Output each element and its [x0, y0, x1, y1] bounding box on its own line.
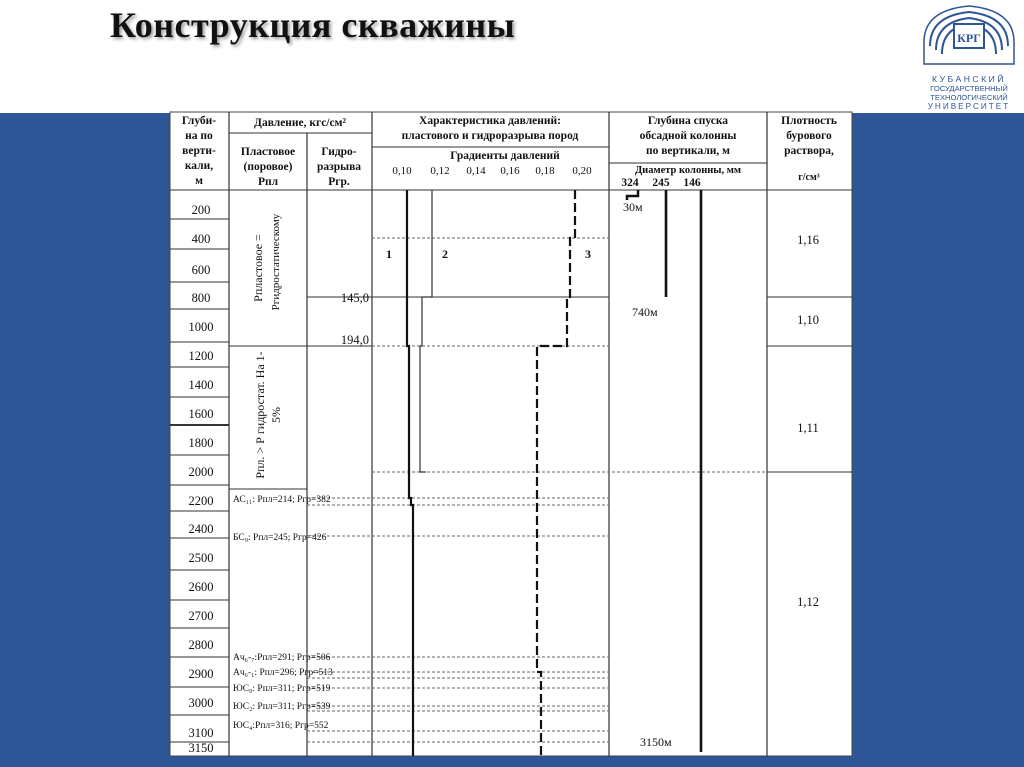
depth-2200: 2200 [188, 494, 214, 508]
hdr-casing-1: Глубина спуска [647, 115, 729, 127]
depth-1800: 1800 [188, 436, 214, 450]
hdr-density-3: раствора, [784, 145, 834, 157]
formation-as11: АС₁₁: Рпл=214; Ргр=382 [233, 495, 331, 505]
frac-194: 194,0 [340, 333, 369, 347]
hdr-casing-3: по вертикали, м [645, 145, 731, 157]
hdr-depth-3: верти- [182, 145, 216, 157]
frac-145: 145,0 [340, 291, 369, 305]
zone1-note-2: Ргидростатическому [270, 213, 282, 311]
zone1-note-1: Рпластовое = [251, 234, 265, 302]
casing-depth-740: 740м [632, 305, 658, 319]
slide-title: Конструкция скважины [110, 5, 516, 45]
curve-label-1: 1 [386, 247, 392, 261]
depth-2600: 2600 [188, 580, 214, 594]
hdr-diam-245: 245 [652, 177, 670, 189]
depth-3100: 3100 [188, 726, 214, 740]
formation-us2: ЮС₂: Рпл=311; Ргр=539 [233, 702, 331, 712]
depth-2900: 2900 [188, 667, 214, 681]
depth-2700: 2700 [188, 609, 214, 623]
hdr-pressure: Давление, кгс/см² [254, 117, 346, 129]
tick-1: 0,12 [430, 165, 450, 177]
depth-2800: 2800 [188, 638, 214, 652]
depth-400: 400 [191, 232, 211, 246]
hdr-pore-2: (поровое) [243, 161, 293, 173]
logo-line-3: ТЕХНОЛОГИЧЕСКИЙ [930, 93, 1008, 102]
tick-3: 0,16 [500, 165, 520, 177]
depth-1600: 1600 [188, 407, 214, 421]
density-1-12: 1,12 [797, 595, 819, 609]
curve-label-3: 3 [585, 247, 591, 261]
hdr-diam-146: 146 [683, 177, 701, 189]
tick-0: 0,10 [392, 165, 412, 177]
hdr-density-1: Плотность [781, 115, 837, 127]
hdr-diameter: Диаметр колонны, мм [634, 165, 742, 176]
depth-3000: 3000 [188, 696, 214, 710]
depth-2500: 2500 [188, 551, 214, 565]
hdr-gradients: Градиенты давлений [450, 150, 560, 162]
hdr-depth-2: на по [185, 130, 213, 142]
logo-line-1: КУБАНСКИЙ [931, 74, 1007, 84]
curve-label-2: 2 [442, 247, 448, 261]
density-1-16: 1,16 [797, 233, 819, 247]
hdr-casing-2: обсадной колонны [639, 130, 737, 142]
hdr-char-2: пластового и гидроразрыва пород [401, 130, 579, 142]
depth-2400: 2400 [188, 522, 214, 536]
hdr-depth-1: Глуби- [181, 115, 217, 127]
hdr-char-1: Характеристика давлений: [419, 115, 561, 127]
formation-ach67: Ач₆-₇:Рпл=291; Ргр=506 [233, 653, 331, 663]
hdr-frac-2: разрыва [316, 161, 362, 173]
depth-600: 600 [191, 263, 211, 277]
hdr-diam-324: 324 [621, 177, 639, 189]
tick-5: 0,20 [572, 165, 592, 177]
density-1-11: 1,11 [797, 421, 819, 435]
logo-line-2: ГОСУДАРСТВЕННЫЙ [930, 84, 1008, 93]
depth-200: 200 [191, 203, 211, 217]
depth-2000: 2000 [188, 465, 214, 479]
formation-us4: ЮС₄:Рпл=316; Ргр=552 [233, 721, 329, 731]
zone2-note-1: Рпл. > Р гидростат. На 1- [253, 351, 267, 479]
depth-1200: 1200 [188, 349, 214, 363]
hdr-pore-3: Рпл [257, 176, 279, 188]
depth-3150: 3150 [188, 741, 214, 755]
logo-line-4: УНИВЕРСИТЕТ [927, 102, 1011, 111]
depth-1400: 1400 [188, 378, 214, 392]
hdr-frac-3: Ргр. [328, 176, 350, 188]
casing-depth-3150: 3150м [640, 735, 672, 749]
hdr-density-2: бурового [786, 130, 832, 142]
hdr-density-4: г/см³ [798, 172, 820, 183]
hdr-depth-4: кали, [184, 160, 214, 172]
tick-2: 0,14 [466, 165, 486, 177]
formation-ach61: Ач₆-₁: Рпл=296; Ргр=513 [233, 668, 333, 678]
emblem-text: КРГ [957, 31, 981, 45]
density-1-10: 1,10 [797, 313, 819, 327]
formation-bs9: БС₉: Рпл=245; Ргр=426 [233, 533, 327, 543]
tick-4: 0,18 [535, 165, 555, 177]
formation-us0: ЮС₀: Рпл=311; Ргр=519 [233, 684, 331, 694]
casing-depth-30: 30м [623, 200, 643, 214]
depth-1000: 1000 [188, 320, 214, 334]
hdr-frac-1: Гидро- [321, 146, 357, 158]
hdr-depth-5: м [195, 175, 203, 187]
hdr-pore-1: Пластовое [240, 146, 296, 158]
zone2-note-2: 5% [269, 407, 283, 423]
depth-800: 800 [191, 291, 211, 305]
